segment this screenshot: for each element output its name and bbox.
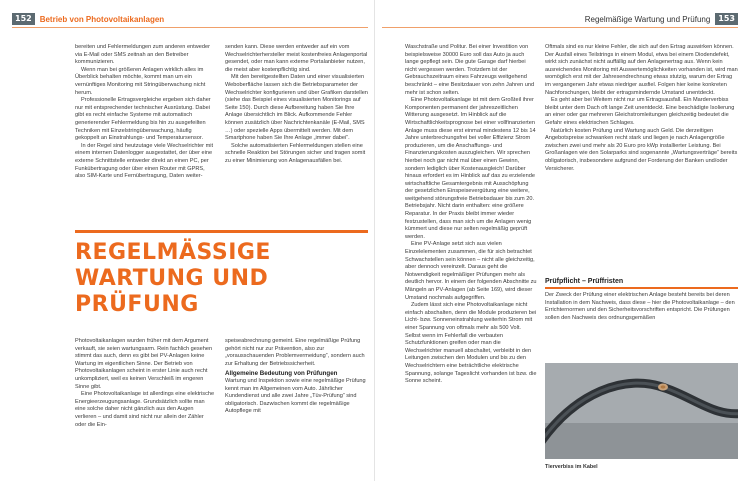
- left-page-number: 152: [12, 13, 35, 25]
- pruefpflicht-text-wrap: [545, 292, 738, 322]
- paragraph: Mit den bereitgestellten Daten und einer visualisierten Weboberfläche lassen sich die Betriebsparameter der Wechselrichter konfigurieren und über Grafiken darstellen (siehe das Beispiel eines visualisierten Monitorings auf Seite 150). Durch diese Aufbereitung haben Sie Ihre Anlage übersichtlich im Blick. Aufkommende Fehler können zusätzlich über Nachrichtenkanäle (E-Mail, SMS …) oder spezielle Apps übermittelt werden. Mit dem Smartphone haben Sie Ihre Anlage „immer dabei“.: [225, 74, 368, 142]
- right-col1: [405, 44, 538, 386]
- paragraph: Eine Photovoltaikanlage ist allerdings eine elektrische Energieerzeugungsanlage. Grundsätzlich sollte man eine solche daher nicht gänzlich aus den Augen verlieren – und damit sind nicht nur allein der Zähler oder die Ein-: [75, 391, 215, 428]
- paragraph: Eine Photovoltaikanlage ist mit dem Großteil ihrer Komponenten permanent der jahreszeitlichen Witterung ausgesetzt. Im Hinblick auf die Wirtschaftlichkeitsprognose bei einer vollfinanzierten Anlage muss diese erst einmal mindestens 12 bis 14 Jahre unterbrechungsfrei bei voller Effizienz Strom produzieren, um die Anschaffungs- und Finanzierungskosten auszugleichen. Wir sprechen hierbei noch gar nicht mal über einen Gewinn, sondern lediglich über Kostenausgleich! Darüber hinaus erfordert es im Hinblick auf das zu erzielende wirtschaftliche Gesamtergebnis mit Ausschöpfung der gesetzlichen Einspeisevergütung eine weitere, weitgehend störungsfreie Betriebsdauer bis zum 20. Betriebsjahr. Nicht darin enthalten: eine größere Reparatur. In der Praxis bleibt immer wieder festzustellen, dass man sich um die Anlagen wenig kümmert und diese nur selten regelmäßig geprüft werden.: [405, 97, 536, 240]
- cable-photo-illustration: [545, 363, 738, 459]
- left-col2-top: [225, 44, 368, 166]
- chapter-heading: REGELMÄSSIGE WARTUNG UND PRÜFUNG: [75, 240, 271, 317]
- paragraph: Natürlich kosten Prüfung und Wartung auch Geld. Die derzeitigen Angebotspreise schwanken recht stark und liegen je nach Anlagengröße zwischen zwei und mehr als 20 Euro pro kWp installierter Leistung. Bei Großanlagen wie den Solarparks sind sogenannte „Wartungsverträge“ bereits obligatorisch, insbesondere aufgrund der Forderung der Banken und/oder Versicherer.: [545, 127, 738, 172]
- pruefpflicht-box: [545, 278, 738, 358]
- photo-caption: Tierverbiss im Kabel: [545, 464, 598, 470]
- pruefpflicht-title: Prüfpflicht – Prüffristen: [545, 278, 624, 285]
- paragraph: Waschstraße und Politur. Bei einer Investition von beispielsweise 30000 Euro soll das Auto ja auch lange gepflegt sein. Die gute Garage darf hierbei nicht vergessen werden. Trotzdem ist der Gebrauchszeitraum eines Fahrzeugs weitgehend beschränkt – eine Besitzdauer von zehn Jahren und mehr ist schon selten.: [405, 44, 535, 96]
- left-col1-bottom: [75, 338, 215, 429]
- paragraph: Wartung und Inspektion sowie eine regelmäßige Prüfung kennt man im Allgemeinen vom Auto. Jährlicher Kundendienst und alle zwei Jahre „Tüv-Prüfung“ sind obligatorisch. Dazwischen kommt die regelmäßige Autopflege mit: [225, 377, 366, 415]
- paragraph: Zudem lässt sich eine Photovoltaikanlage nicht einfach abschalten, denn die Module produzieren bei Licht- bzw. Sonneneinstrahlung weiterhin Strom mit einer Spannung von oftmals mehr als 500 Volt. Selbst wenn im Fehlerfall die verbauten Schutzfunktionen greifen oder man die Wechselrichter manuell abschaltet, verbleibt in den Leitungen zwischen den Modulen und bis zu den Wechselrichtern eine beträchtliche elektrische Spannung, solange Tageslicht vorhanden ist bzw. die Sonne scheint.: [405, 302, 537, 385]
- cable-damage-photo: [545, 363, 738, 459]
- paragraph: Photovoltaikanlagen wurden früher mit dem Argument verkauft, sie seien wartungsarm. Rein fachlich gesehen stimmt das auch, denn es gibt bei PV-Anlagen keine Wartung im eigentlichen Sinne. Der Betrieb von Photovoltaikanlagen scheint in erster Linie auch recht unkompliziert, weil es keinen Verschleiß im engeren Sinne gibt.: [75, 338, 213, 390]
- paragraph: bereiten und Fehlermeldungen zum anderen entweder via E-Mail oder SMS zeitnah an den Betreiber kommunizieren.: [75, 44, 210, 66]
- heading-accent-rule: [75, 230, 368, 233]
- paragraph: Es geht aber bei Weitem nicht nur um Ertragsausfall. Ein Marderverbiss bleibt unter dem Dach oft lange Zeit unentdeckt. Eine beschädigte Isolierung an einer oder gar mehreren Gleichstromleitungen gleichzeitig bedeutet die Gefahr eines elektrischen Schlages.: [545, 97, 735, 126]
- left-header-rule: [12, 27, 368, 28]
- left-running-header: [12, 13, 164, 25]
- paragraph: senden kann. Diese werden entweder auf ein vom Wechselrichterhersteller meist kostenfreies Anlagenportal gesendet, oder man kann externe Portalanbieter nutzen, die meist aber kostenpflichtig sind.: [225, 44, 368, 73]
- paragraph: In der Regel sind heutzutage viele Wechselrichter mit einem internen Datenlogger ausgestattet, der über eine externe Schnittstelle entweder direkt an einen PC, per Funkübertragung oder über einen Router mit GPRS, also SIM-Karte und Fernübertragung, Daten weiter-: [75, 142, 214, 180]
- left-col2-bottom: [225, 338, 368, 416]
- paragraph: Eine PV-Anlage setzt sich aus vielen Einzelelementen zusammen, die für sich betrachtet Schwachstellen sein können – nicht alle gleichzeitig, aber dennoch vereinzelt. Daraus geht die Notwendigkeit regelmäßiger Prüfungen mehr als deutlich hervor. In einem der folgenden Abschnitte zu Mängeln an PV-Anlagen (ab Seite 169), wird dieser Umstand nochmals aufgegriffen.: [405, 241, 537, 301]
- right-page-number: 153: [715, 13, 738, 25]
- right-running-header: [585, 13, 738, 25]
- paragraph: speiseabrechnung gemeint. Eine regelmäßige Prüfung gehört nicht nur zur Prävention, also zur „vorausschauenden Problemvermeidung“, sondern auch zur Erhaltung der Betriebssicherheit.: [225, 338, 365, 367]
- paragraph: Solche automatisierten Fehlermeldungen stellen eine schnelle Reaktion bei Störungen sicher und tragen somit zu einer Minimierung von Anlagenausfällen bei.: [225, 142, 366, 164]
- paragraph: Der Zweck der Prüfung einer elektrischen Anlage besteht bereits bei deren Installation in dem Nachweis, dass diese – hier die Photovoltaikanlage – den Errichternormen und den Sicherheitsvorschriften entspricht. Die Prüfungen sollen den Nachweis des ordnungsgemäßen: [545, 292, 735, 321]
- pruefpflicht-rule: [545, 287, 738, 289]
- right-page: [375, 0, 750, 481]
- paragraph: Professionelle Ertragsvergleiche ergeben sich daher nur mit entsprechender technischer Ausrüstung. Dabei gibt es recht einfache Systeme mit automatisch generierender Fehlermeldung bis hin zu ausgefeilten Techniken mit Einzelstringüberwachung, häufig gekoppelt an Einstrahlungs- und Temperatursensor.: [75, 97, 211, 142]
- paragraph: Wenn man bei größeren Anlagen wirklich alles im Überblick behalten möchte, kommt man um ein vernünftiges Monitoring mit Stringüberwachung nicht herum.: [75, 66, 206, 96]
- subheading-allgemeine-bedeutung: Allgemeine Bedeutung von Prüfungen: [225, 370, 338, 378]
- right-chapter-title: Regelmäßige Wartung und Prüfung: [584, 14, 711, 24]
- right-header-rule: [382, 27, 738, 28]
- paragraph: Oftmals sind es nur kleine Fehler, die sich auf den Ertrag auswirken können. Der Ausfall eines Teilstrings in einem Modul, etwa bei einem Diodendefekt, wirkt sich zunächst nicht auffällig auf den Anlagenertrag aus. Wenn kein ausreichendes Monitoring mit Auswertemöglichkeiten vorhanden ist, wird man womöglich erst mit der Jahresendrechnung etwas stutzig, warum der Ertrag im vergangenen Jahr etwas niedriger ausfiel. Folgen hier keine konkreten Nachforschungen, bleibt der ertragsmindernde Umstand unentdeckt.: [545, 44, 738, 96]
- left-section-title: Betrieb von Photovoltaikanlagen: [39, 14, 165, 24]
- right-col2: [545, 44, 738, 173]
- left-col1-top: [75, 44, 215, 181]
